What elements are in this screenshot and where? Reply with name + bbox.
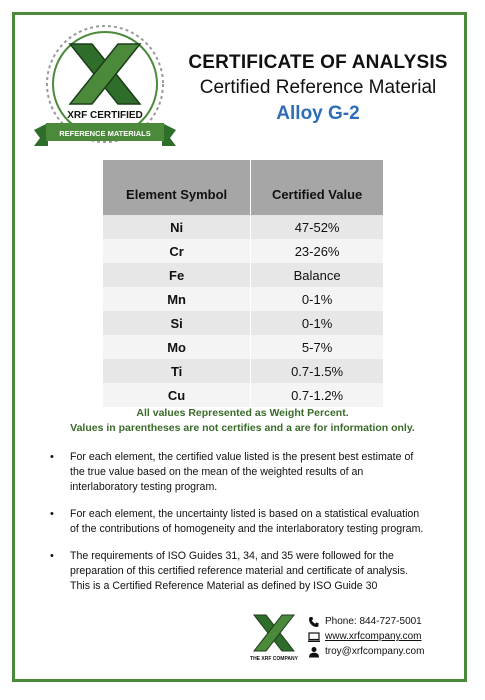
table-row (103, 287, 383, 311)
weight-percent-note: All values Represented as Weight Percent. (136, 407, 349, 419)
element-symbol: Ni (103, 215, 251, 239)
element-symbol: Cr (103, 239, 251, 263)
website-link[interactable]: www.xrfcompany.com (325, 631, 422, 642)
list-item (50, 507, 430, 537)
bullet-text: For each element, the uncertainty listed is based on a statistical evaluation of the contributions of homogeneity and the interlaboratory testing program. (70, 508, 424, 535)
bullet-icon: • (50, 508, 54, 520)
bullet-text: For each element, the certified value listed is the present best estimate of the true value based on the mean of the weighted results of an interlaboratory testing program. (70, 451, 414, 493)
phone-text: Phone: 844-727-5001 (325, 616, 422, 627)
table-row (103, 215, 383, 239)
person-icon (308, 646, 320, 658)
xrf-certified-seal-logo (30, 22, 180, 162)
element-symbol: Mn (103, 287, 251, 311)
phone-row (308, 614, 424, 629)
bullet-icon: • (50, 451, 54, 463)
certified-value: 5-7% (251, 335, 383, 359)
certified-value: 0.7-1.2% (251, 383, 383, 407)
certification-notes-list (50, 450, 430, 606)
material-name: Alloy G-2 (276, 103, 360, 124)
element-values-table (103, 160, 383, 407)
certified-value: 0-1% (251, 287, 383, 311)
certified-value: 0-1% (251, 311, 383, 335)
element-symbol: Cu (103, 383, 251, 407)
bullet-text: The requirements of ISO Guides 31, 34, and 35 were followed for the preparation of this certified reference material and certificate of analysis. This is a Certified Reference Material as defined by ISO Guide 30 (70, 550, 408, 592)
xrf-company-logo (248, 613, 300, 663)
seal-ribbon-text: REFERENCE MATERIALS (59, 129, 151, 138)
table-row (103, 359, 383, 383)
certified-value: 0.7-1.5% (251, 359, 383, 383)
table-row (103, 239, 383, 263)
parentheses-note: Values in parentheses are not certifies and a are for information only. (70, 422, 415, 434)
phone-icon (308, 616, 320, 628)
table-row (103, 383, 383, 407)
email-text[interactable]: troy@xrfcompany.com (325, 646, 425, 657)
list-item (50, 549, 430, 594)
table-header-row (103, 160, 383, 215)
email-row (308, 644, 424, 659)
list-item (50, 450, 430, 495)
certified-value: 23-26% (251, 239, 383, 263)
certificate-title: CERTIFICATE OF ANALYSIS (188, 52, 448, 73)
element-symbol: Fe (103, 263, 251, 287)
website-row (308, 629, 424, 644)
contact-info (308, 614, 424, 659)
seal-brand-text: XRF CERTIFIED (67, 110, 143, 121)
column-header-element: Element Symbol (103, 160, 251, 215)
logo-caption: THE XRF COMPANY (250, 656, 298, 662)
table-row (103, 263, 383, 287)
bullet-icon: • (50, 550, 54, 562)
certificate-subtitle: Certified Reference Material (199, 77, 437, 98)
certified-value: 47-52% (251, 215, 383, 239)
column-header-value: Certified Value (251, 160, 383, 215)
element-symbol: Ti (103, 359, 251, 383)
element-symbol: Si (103, 311, 251, 335)
table-row (103, 335, 383, 359)
element-symbol: Mo (103, 335, 251, 359)
computer-icon (308, 631, 320, 643)
table-row (103, 311, 383, 335)
certified-value: Balance (251, 263, 383, 287)
